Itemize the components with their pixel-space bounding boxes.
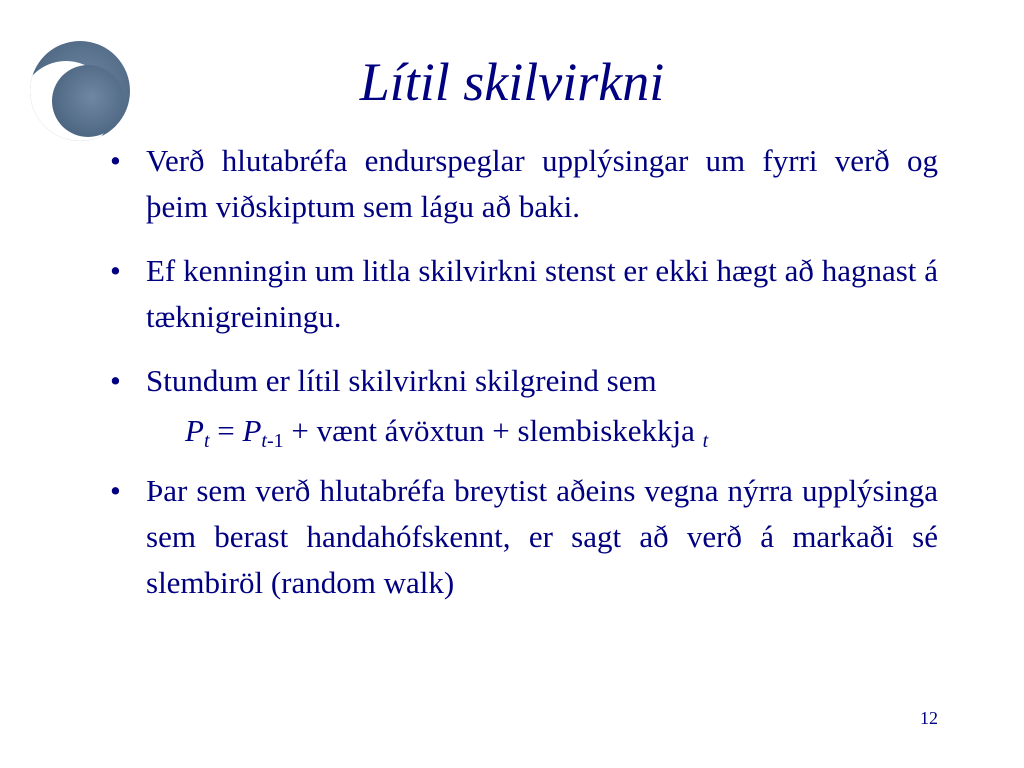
formula-equals: = (209, 413, 243, 448)
formula (110, 408, 938, 454)
bullet-text: Ef kenningin um litla skilvirkni stenst er ekki hægt að hagnast á tæknigreiningu. (146, 253, 938, 334)
slide-title: Lítil skilvirkni (359, 52, 665, 112)
bullet-symbol: • (110, 363, 121, 398)
bullet-item (110, 248, 938, 340)
bullet-text: Verð hlutabréfa endurspeglar upplýsingar um fyrri verð og þeim viðskiptum sem lágu að baki. (146, 143, 938, 224)
formula-p: P (185, 413, 204, 448)
slide-content (110, 138, 938, 624)
formula-p-prev: P (242, 413, 262, 448)
bullet-symbol: • (110, 253, 121, 288)
page-number: 12 (920, 708, 938, 728)
bullet-item (110, 138, 938, 230)
formula-sub-t: t (203, 430, 210, 452)
bullet-text: Stundum er lítil skilvirkni skilgreind sem (146, 363, 657, 398)
bullet-symbol: • (110, 473, 121, 508)
formula-tail-sub: t (702, 430, 709, 452)
bullet-text: Þar sem verð hlutabréfa breytist aðeins vegna nýrra upplýsinga sem berast handahófskennt, er sagt að verð á markaði sé slembiröl (random walk) (146, 473, 938, 600)
formula-sub-minus-one: -1 (266, 430, 284, 452)
formula-sub-t: t (261, 430, 267, 452)
bullet-symbol: • (110, 143, 121, 178)
bullet-item (110, 358, 938, 404)
bullet-item (110, 468, 938, 606)
formula-rest: + vænt ávöxtun + slembiskekkja (283, 413, 703, 448)
